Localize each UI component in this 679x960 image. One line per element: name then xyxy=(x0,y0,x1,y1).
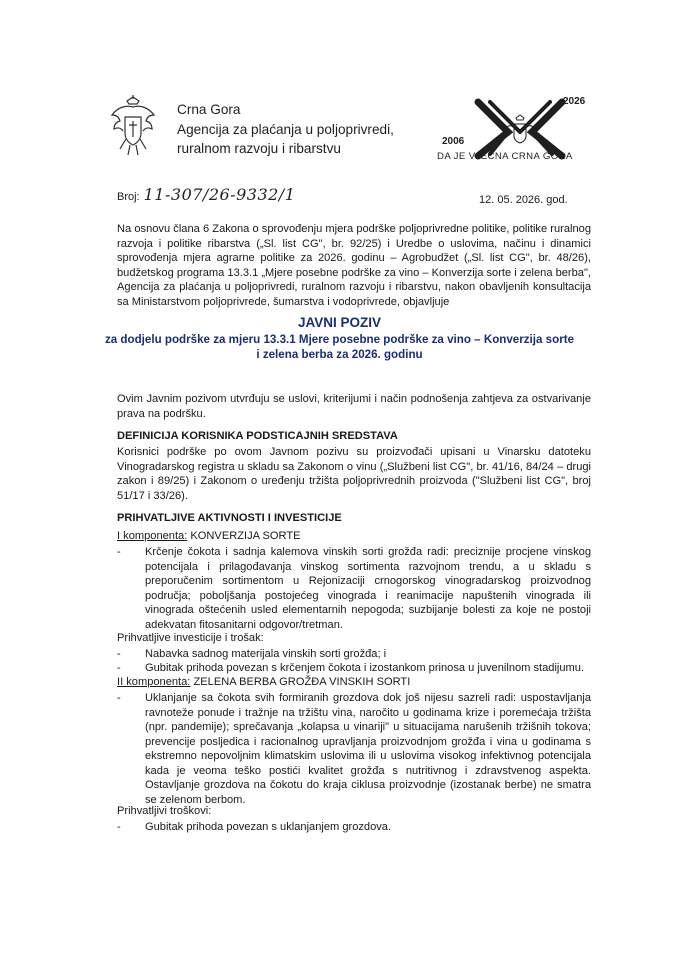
list-item xyxy=(117,647,591,662)
component-2-cost-label: Prihvatljivi troškovi: xyxy=(117,805,212,817)
page-subtitle xyxy=(0,332,679,362)
cost-item-1: Gubitak prihoda povezan s uklanjanjem grozdova. xyxy=(145,821,392,833)
beneficiaries-paragraph: Korisnici podrške po ovom Javnom pozivu su proizvođači upisani u Vinarsku datoteku Vinogradarskog registra u skladu sa Zakonom o vinu („Službeni list CG", br. 41/16, 84/24 – drugi zakon i 89/25) i Zakonom o uređenju tržišta poljoprivrednih proizvoda ("Službeni list CG", broj 51/17 i 33/26). xyxy=(117,446,591,502)
page-title: JAVNI POZIV xyxy=(297,315,382,330)
invest-item-1: Nabavka sadnog materijala vinskih sorti grožđa; i xyxy=(145,648,387,660)
invest-item-2: Gubitak prihoda povezan s krčenjem čokota i izostankom prinosa u juvenilnom stadijumu. xyxy=(145,662,585,674)
list-item xyxy=(117,691,591,807)
broj-label: Broj: xyxy=(117,191,140,203)
list-item xyxy=(117,661,591,676)
component-1-name: KONVERZIJA SORTE xyxy=(187,530,301,542)
component-2-name: ZELENA BERBA GROŽĐA VINSKIH SORTI xyxy=(190,676,411,688)
bullet-dash: - xyxy=(117,692,121,704)
motto: DA JE VJEČNA CRNA GORA xyxy=(437,151,573,162)
logo-year-bottom: 2006 xyxy=(442,136,465,147)
component-1-label: I komponenta: xyxy=(117,530,188,542)
component-1-invest-label: Prihvatljive investicije i trošak: xyxy=(117,632,264,644)
component-1-description: Krčenje čokota i sadnja kalemova vinskih sorti grožđa radi: preciznije procjene vinskog potencijala i prilagođavanja vinskog sortimenta razvojnom trendu, a u skladu s preporučenim sortimentom u Rejonizaciji crnogorskog vinogradarskog proizvodnog područja; poboljšanja postojećeg vinograda i reanimacije napuštenih vinograda ili vinograda oštećenih usled elementarnih nepogoda; suzbijanje bolesti za koje ne postoji adekvatan fitosanitarni odgovor/tretman. xyxy=(145,546,591,631)
component-2-title xyxy=(117,676,410,688)
intro-paragraph: Na osnovu člana 6 Zakona o sprovođenju mjera podrške poljoprivredne politike, politike ruralnog razvoja i politike ribarstva („Sl. list CG", br. 92/25) i Uredbe o uslovima, načinu i dinamici sprovođenja mjera agrarne politike za 2026. godinu – Agrobudžet („Sl. list CG", br. 48/26), budžetskog programa 13.3.1 „Mjere posebne podrške za vino – Konverzija sorte i zelena berba", Agencija za plaćanja u poljoprivredi, ruralnom razvoju i ribarstvu, nakon obavljenih konsultacija sa Ministarstvom poljoprivrede, šumarstva i vodoprivrede, objavljuje xyxy=(117,223,591,308)
org-line-country: Crna Gora xyxy=(177,102,241,117)
component-2-label: II komponenta: xyxy=(117,676,191,688)
bullet-dash: - xyxy=(117,648,121,660)
beneficiaries-heading: DEFINICIJA KORISNIKA PODSTICAJNIH SREDSTAVA xyxy=(117,430,398,442)
list-item xyxy=(117,820,591,835)
bullet-dash: - xyxy=(117,546,121,558)
bullet-dash: - xyxy=(117,662,121,674)
logo-year-top: 2026 xyxy=(563,96,586,107)
document-date: 12. 05. 2026. god. xyxy=(479,194,568,206)
org-line-agency-cont: ruralnom razvoju i ribarstvu xyxy=(177,141,341,156)
subtitle-text: za dodjelu podrške za mjeru 13.3.1 Mjere posebne podrške za vino – Konverzija sorte i zelena berba za 2026. godinu xyxy=(104,333,575,361)
component-1-title xyxy=(117,530,301,542)
reference-number xyxy=(117,185,295,204)
component-2-description: Uklanjanje sa čokota svih formiranih grozdova dok još nijesu sazreli radi: uspostavljanja ravnoteže ponude i tražnje na tržištu vina, naročito u godinama krize i poremećaja tržišta (npr. pandemije); sprečavanja „kolapsa u vinariji" u situacijama narušenih tržišnih tokova; prevencije posljedica i racionalnog upravljanja proizvodnjom grožđa i vina u godinama s ekstremno nepovoljnim klimatskim uslovima ili u uslovima visokog infektivnog potencijala kada je veoma teško postići kvalitet grožđa s nutritivnog i zdravstvenog aspekta. Ostavljanje grozdova na čokotu do kraja ciklusa proizvodnje (izostanak berbe) ne smatra se zelenom berbom. xyxy=(145,692,591,806)
activities-heading: PRIHVATLJIVE AKTIVNOSTI I INVESTICIJE xyxy=(117,512,342,524)
list-item xyxy=(117,545,591,632)
bullet-dash: - xyxy=(117,821,121,833)
organization-name xyxy=(177,100,394,159)
broj-handwritten: 11-307/26-9332/1 xyxy=(143,185,296,204)
org-line-agency: Agencija za plaćanja u poljoprivredi, xyxy=(177,121,394,137)
purpose-paragraph: Ovim Javnim pozivom utvrđuju se uslovi, kriterijumi i način podnošenja zahtjeva za ostvarivanje prava na podršku. xyxy=(117,393,591,420)
coat-of-arms-icon xyxy=(108,95,158,157)
